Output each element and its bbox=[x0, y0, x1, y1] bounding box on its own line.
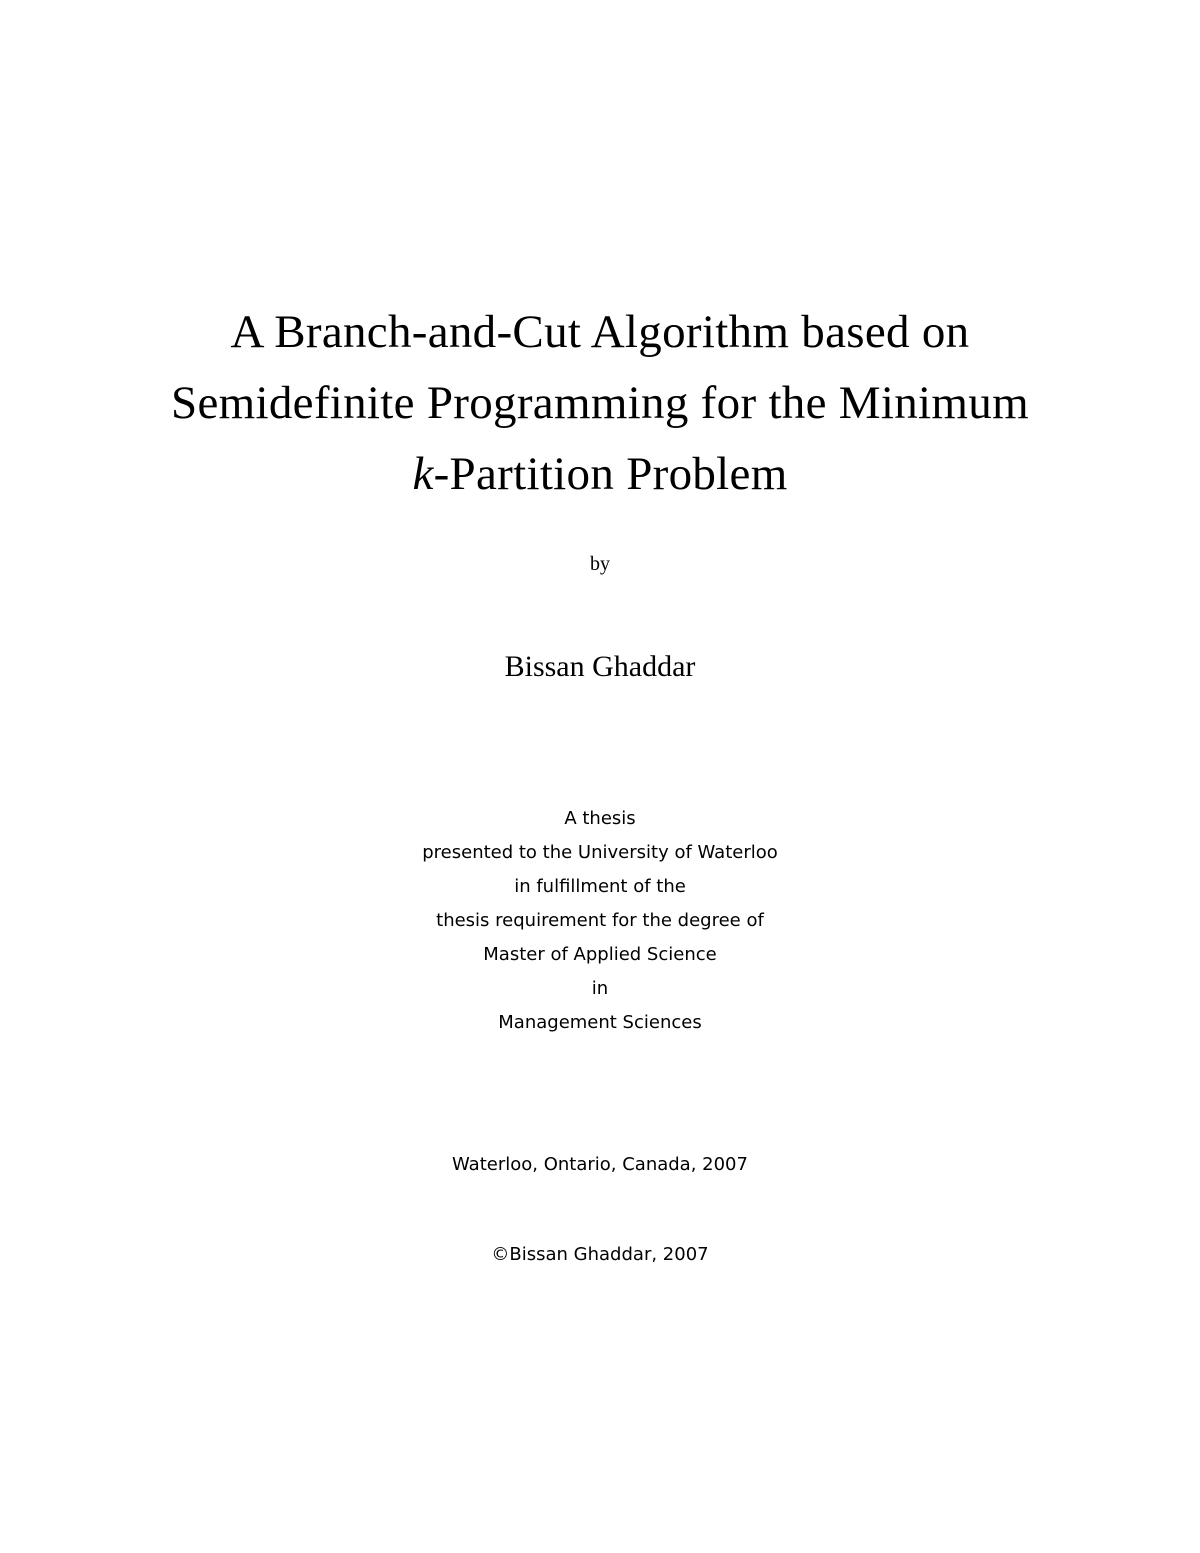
copyright-notice: ©Bissan Ghaddar, 2007 bbox=[491, 1244, 709, 1265]
author-name: Bissan Ghaddar bbox=[504, 650, 696, 683]
thesis-line: in bbox=[591, 978, 609, 999]
thesis-line: Master of Applied Science bbox=[483, 944, 717, 965]
thesis-line: thesis requirement for the degree of bbox=[436, 910, 764, 931]
thesis-line: A thesis bbox=[564, 808, 636, 829]
title-line-3-text: -Partition Problem bbox=[433, 448, 788, 500]
thesis-line: Management Sciences bbox=[498, 1012, 702, 1033]
thesis-line: in fulfillment of the bbox=[514, 876, 686, 897]
place-and-year: Waterloo, Ontario, Canada, 2007 bbox=[452, 1154, 748, 1175]
thesis-line: presented to the University of Waterloo bbox=[422, 842, 778, 863]
title-line-1: A Branch-and-Cut Algorithm based on bbox=[230, 306, 970, 358]
thesis-statement bbox=[0, 802, 1200, 1040]
title-math-variable: k bbox=[412, 448, 434, 500]
title-line-3 bbox=[0, 439, 1200, 510]
title-line-2: Semidefinite Programming for the Minimum bbox=[171, 377, 1029, 429]
by-label: by bbox=[590, 553, 610, 575]
thesis-title bbox=[0, 297, 1200, 510]
